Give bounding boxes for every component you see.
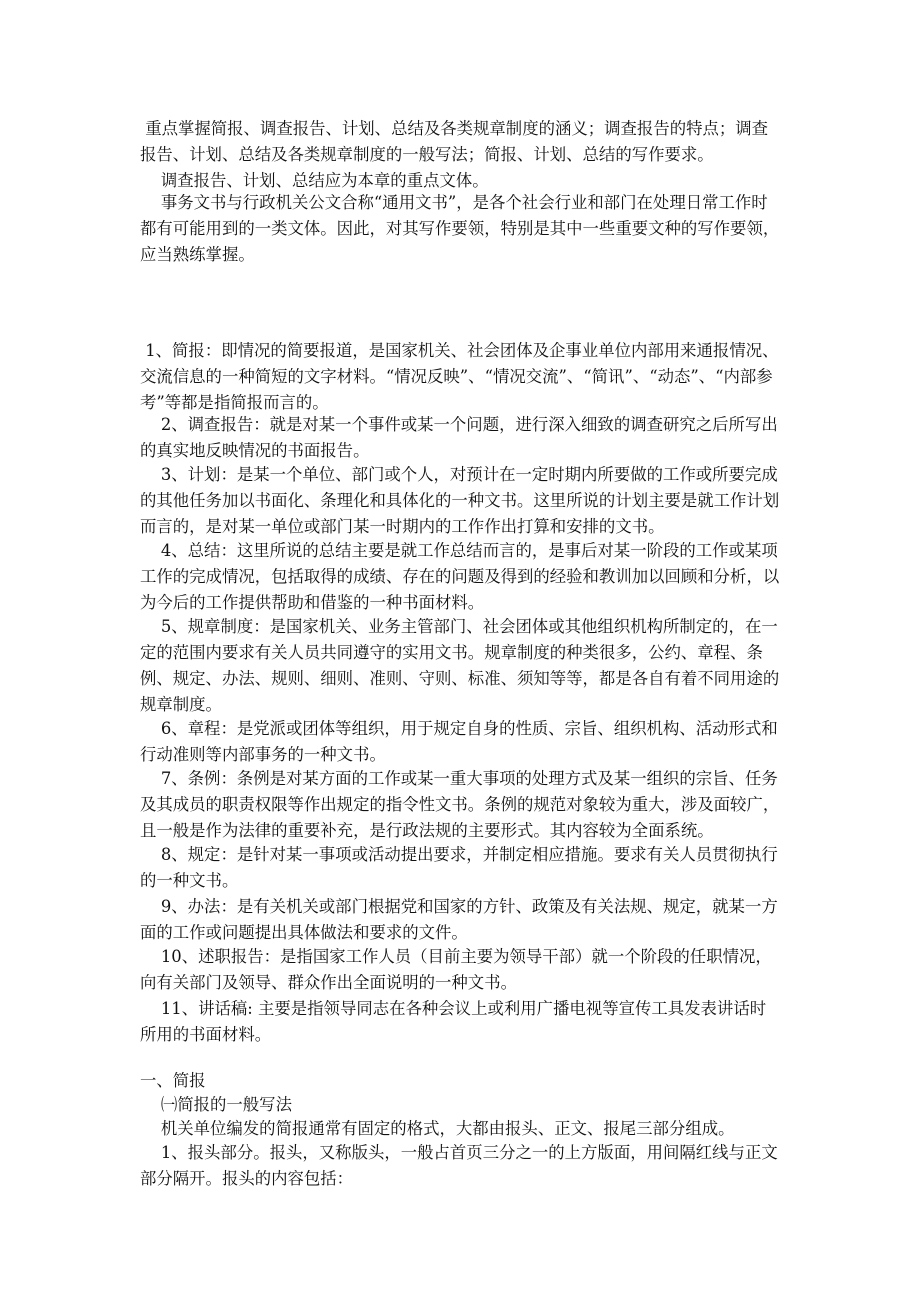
definition-paragraph: 11、讲话稿: 主要是指领导同志在各种会议上或利用广播电视等宣传工具发表讲话时所用的书面材料。 bbox=[140, 999, 767, 1044]
intro-paragraph-2: 调查报告、计划、总结应为本章的重点文体。 bbox=[140, 171, 489, 190]
definition-paragraph: 2、调查报告：就是对某一个事件或某一个问题，进行深入细致的调查研究之后所写出的真实地反映情况的书面报告。 bbox=[140, 415, 778, 460]
definition-paragraph: 5、规章制度：是国家机关、业务主管部门、社会团体或其他组织机构所制定的，在一定的范围内要求有关人员共同遵守的实用文书。规章制度的种类很多，公约、章程、条例、规定、办法、规则、细则、准则、守则、标准、须知等等，都是各自有着不同用途的规章制度。 bbox=[140, 617, 780, 714]
section-subheading: ㈠简报的一般写法 bbox=[140, 1095, 292, 1114]
intro-paragraph-3: 事务文书与行政机关公文合称“通用文书”，是各个社会行业和部门在处理日常工作时都有可能用到的一类文体。因此，对其写作要领，特别是其中一些重要文种的写作要领，应当熟练掌握。 bbox=[140, 193, 780, 264]
section-heading: 一、简报 bbox=[140, 1071, 206, 1090]
intro-paragraph-1: 重点掌握简报、调查报告、计划、总结及各类规章制度的涵义；调查报告的特点；调查报告、计划、总结及各类规章制度的一般写法；简报、计划、总结的写作要求。 bbox=[140, 119, 769, 164]
definition-paragraph: 8、规定：是针对某一事项或活动提出要求，并制定相应措施。要求有关人员贯彻执行的一种文书。 bbox=[140, 845, 778, 890]
section-paragraph-1: 机关单位编发的简报通常有固定的格式，大都由报头、正文、报尾三部分组成。 bbox=[140, 1119, 735, 1138]
definition-paragraph: 1、简报：即情况的简要报道，是国家机关、社会团体及企事业单位内部用来通报情况、交流信息的一种简短的文字材料。“情况反映”、“情况交流”、“简讯”、“动态”、“内部参考”等都是指简报而言的。 bbox=[140, 341, 779, 412]
definition-paragraph: 6、章程：是党派或团体等组织，用于规定自身的性质、宗旨、组织机构、活动形式和行动准则等内部事务的一种文书。 bbox=[140, 719, 778, 764]
definition-paragraph: 3、计划：是某一个单位、部门或个人，对预计在一定时期内所要做的工作或所要完成的其他任务加以书面化、条理化和具体化的一种文书。这里所说的计划主要是就工作计划而言的，是对某一单位或部门某一时期内的工作作出打算和安排的文书。 bbox=[140, 465, 780, 536]
definition-paragraph: 4、总结：这里所说的总结主要是就工作总结而言的，是事后对某一阶段的工作或某项工作的完成情况，包括取得的成绩、存在的问题及得到的经验和教训加以回顾和分析，以为今后的工作提供帮助和借鉴的一种书面材料。 bbox=[140, 541, 780, 612]
definition-paragraph: 7、条例：条例是对某方面的工作或某一重大事项的处理方式及某一组织的宗旨、任务及其成员的职责权限等作出规定的指令性文书。条例的规范对象较为重大，涉及面较广，且一般是作为法律的重要补充，是行政法规的主要形式。其内容较为全面系统。 bbox=[140, 769, 780, 840]
section-paragraph-2: 1、报头部分。报头，又称版头，一般占首页三分之一的上方版面，用间隔红线与正文部分隔开。报头的内容包括： bbox=[140, 1143, 778, 1188]
definition-paragraph: 10、述职报告：是指国家工作人员（目前主要为领导干部）就一个阶段的任职情况，向有关部门及领导、群众作出全面说明的一种文书。 bbox=[140, 947, 772, 992]
definition-paragraph: 9、办法：是有关机关或部门根据党和国家的方针、政策及有关法规、规定，就某一方面的工作或问题提出具体做法和要求的文件。 bbox=[140, 897, 778, 942]
